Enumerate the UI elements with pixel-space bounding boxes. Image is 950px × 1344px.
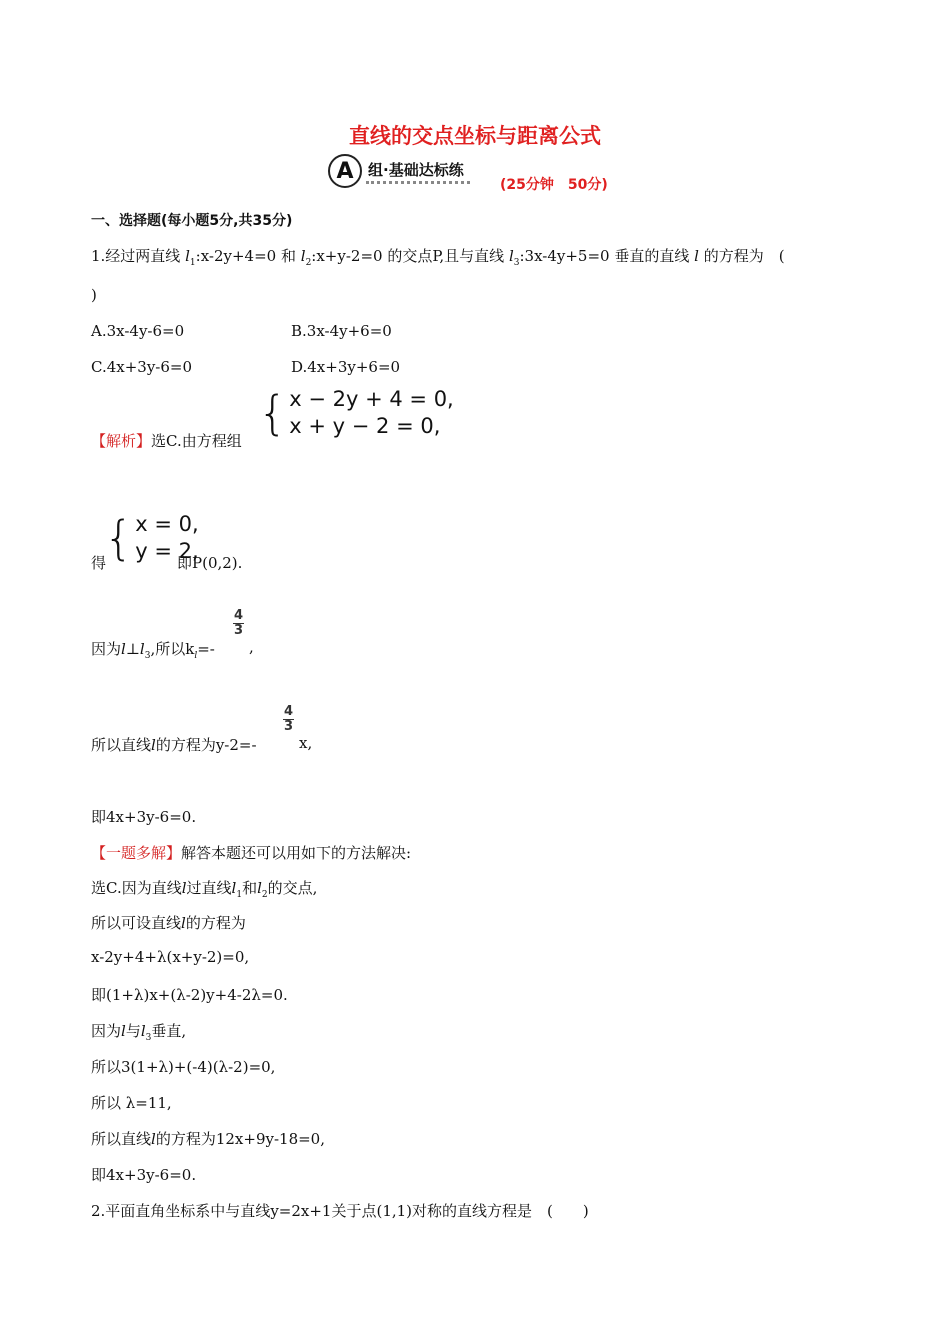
solution-line-equation: 所以直线l的方程为y-2=- bbox=[91, 736, 257, 754]
alt-line-1: 选C.因为直线l过直线$l_1$和$l_2$的交点, bbox=[91, 879, 318, 900]
group-letter: A bbox=[328, 154, 362, 188]
slope-fraction: $\frac{4}{3}$ bbox=[234, 608, 244, 639]
alt-line-2: 所以可设直线l的方程为 bbox=[91, 914, 246, 932]
alt-line-6: 所以3(1+λ)+(-4)(λ-2)=0, bbox=[91, 1058, 276, 1076]
alt-line-5: 因为l与$l_3$垂直, bbox=[91, 1022, 187, 1043]
alt-method-tag: 【一题多解】 bbox=[91, 844, 182, 862]
section-heading: 一、选择题(每小题5分,共35分) bbox=[91, 213, 293, 229]
group-label: 组·基础达标练 bbox=[366, 158, 470, 184]
q1-option-b: B.3x-4y+6=0 bbox=[291, 322, 392, 340]
page-title: 直线的交点坐标与距离公式 bbox=[349, 124, 601, 148]
group-badge bbox=[328, 154, 470, 188]
alt-line-4: 即(1+λ)x+(λ-2)y+4-2λ=0. bbox=[91, 986, 288, 1004]
q1-stem-close: ) bbox=[91, 286, 97, 304]
solution-tag: 【解析】 bbox=[91, 432, 152, 450]
alt-line-9: 即4x+3y-6=0. bbox=[91, 1166, 197, 1184]
equation-system-2: { x = 0, y = 2, bbox=[104, 511, 199, 566]
equation-system-1: { x − 2y + 4 = 0, x + y − 2 = 0, bbox=[258, 386, 454, 441]
solution-lead: 【解析】选C.由方程组 bbox=[91, 432, 242, 450]
line-fraction: $\frac{4}{3}$ bbox=[284, 704, 294, 735]
q1-option-a: A.3x-4y-6=0 bbox=[91, 322, 185, 340]
alt-method-intro: 【一题多解】解答本题还可以用如下的方法解决: bbox=[91, 844, 412, 862]
line-equation-tail: x, bbox=[299, 734, 313, 752]
q1-option-c: C.4x+3y-6=0 bbox=[91, 358, 193, 376]
solution-de: 得 bbox=[91, 554, 107, 572]
alt-line-3: x-2y+4+λ(x+y-2)=0, bbox=[91, 948, 250, 966]
alt-line-7: 所以 λ=11, bbox=[91, 1094, 172, 1112]
q1-stem: 1.经过两直线 $l_1:x-2y+4=0$ 和 $l_2:x+y-2=0$ 的交点P,且与直线 $l_3:3x-4y+5=0$ 垂直的直线 l 的方程为 ( bbox=[91, 247, 785, 268]
q2-stem: 2.平面直角坐标系中与直线y=2x+1关于点(1,1)对称的直线方程是 ( ) bbox=[91, 1202, 589, 1220]
slope-comma: , bbox=[249, 638, 254, 656]
solution-point: 即P(0,2). bbox=[177, 554, 243, 572]
solution-slope: 因为$l\perp l_3$,所以$k_l=-$ bbox=[91, 640, 215, 661]
solution-result: 即4x+3y-6=0. bbox=[91, 808, 197, 826]
time-allocation: (25分钟 50分) bbox=[500, 177, 608, 193]
q1-option-d: D.4x+3y+6=0 bbox=[291, 358, 401, 376]
alt-line-8: 所以直线l的方程为12x+9y-18=0, bbox=[91, 1130, 325, 1148]
